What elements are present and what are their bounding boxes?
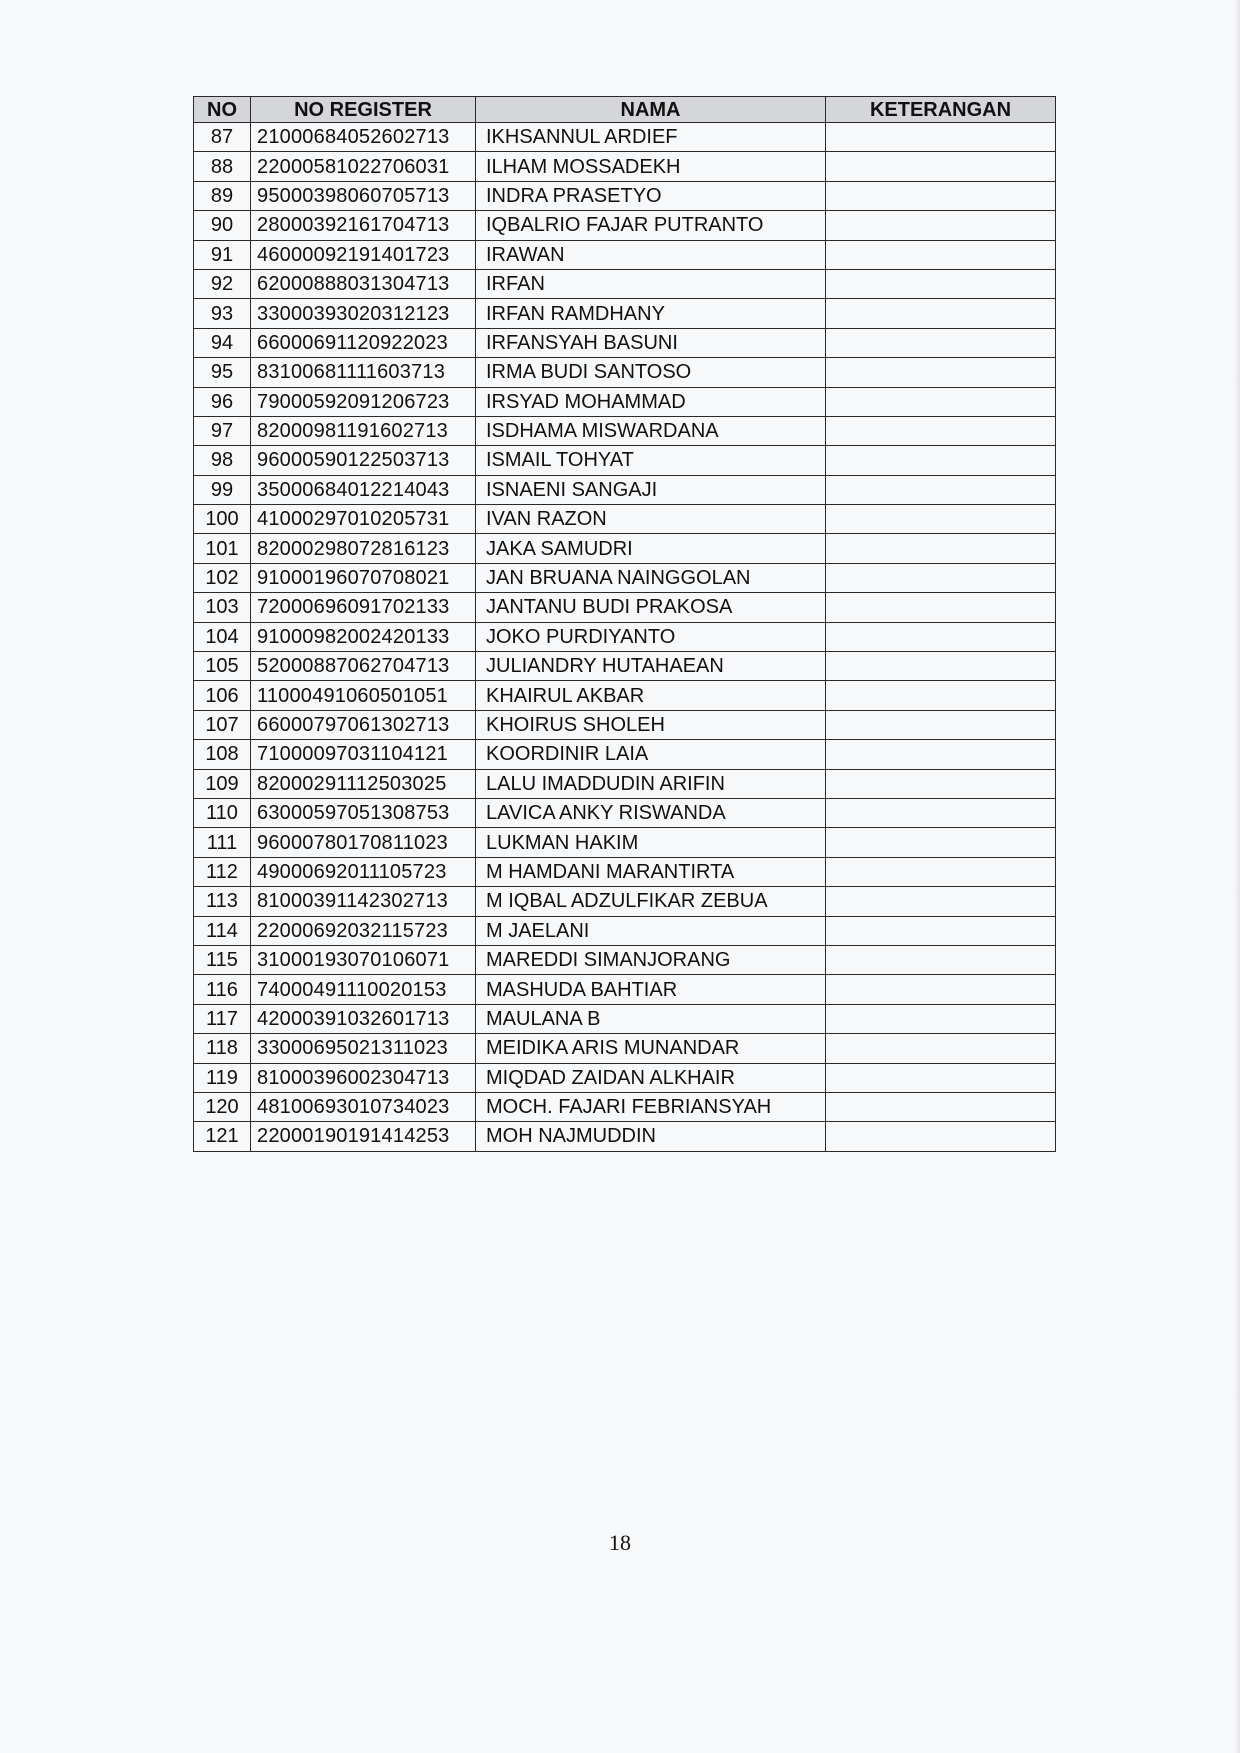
person-name: ISMAIL TOHYAT xyxy=(476,446,826,475)
register-number: 63000597051308753 xyxy=(251,798,476,827)
row-number: 101 xyxy=(194,534,251,563)
person-name: IKHSANNUL ARDIEF xyxy=(476,123,826,152)
remarks-cell xyxy=(826,181,1056,210)
register-number: 91000982002420133 xyxy=(251,622,476,651)
table-row xyxy=(194,828,1056,857)
table-row xyxy=(194,387,1056,416)
table-row xyxy=(194,1122,1056,1151)
remarks-cell xyxy=(826,652,1056,681)
register-number: 83100681111603713 xyxy=(251,358,476,387)
row-number: 97 xyxy=(194,416,251,445)
person-name: MAREDDI SIMANJORANG xyxy=(476,945,826,974)
register-number: 96000590122503713 xyxy=(251,446,476,475)
remarks-cell xyxy=(826,269,1056,298)
table-row xyxy=(194,152,1056,181)
remarks-cell xyxy=(826,1004,1056,1033)
row-number: 112 xyxy=(194,857,251,886)
table-row xyxy=(194,269,1056,298)
row-number: 118 xyxy=(194,1034,251,1063)
table-row xyxy=(194,475,1056,504)
register-number: 49000692011105723 xyxy=(251,857,476,886)
register-number: 52000887062704713 xyxy=(251,652,476,681)
row-number: 93 xyxy=(194,299,251,328)
row-number: 109 xyxy=(194,769,251,798)
table-row xyxy=(194,681,1056,710)
register-number: 11000491060501051 xyxy=(251,681,476,710)
remarks-cell xyxy=(826,975,1056,1004)
person-name: INDRA PRASETYO xyxy=(476,181,826,210)
register-number: 66000797061302713 xyxy=(251,710,476,739)
remarks-cell xyxy=(826,123,1056,152)
person-name: M JAELANI xyxy=(476,916,826,945)
table-row xyxy=(194,446,1056,475)
table-row xyxy=(194,358,1056,387)
table-row xyxy=(194,1004,1056,1033)
register-number: 22000581022706031 xyxy=(251,152,476,181)
person-name: LUKMAN HAKIM xyxy=(476,828,826,857)
person-name: ILHAM MOSSADEKH xyxy=(476,152,826,181)
register-number: 22000190191414253 xyxy=(251,1122,476,1151)
header-register: NO REGISTER xyxy=(251,97,476,123)
person-name: MAULANA B xyxy=(476,1004,826,1033)
row-number: 116 xyxy=(194,975,251,1004)
remarks-cell xyxy=(826,1122,1056,1151)
row-number: 121 xyxy=(194,1122,251,1151)
row-number: 119 xyxy=(194,1063,251,1092)
table-row xyxy=(194,299,1056,328)
remarks-cell xyxy=(826,945,1056,974)
table-header xyxy=(194,97,1056,123)
person-name: MOH NAJMUDDIN xyxy=(476,1122,826,1151)
table-row xyxy=(194,857,1056,886)
register-number: 74000491110020153 xyxy=(251,975,476,1004)
person-name: MEIDIKA ARIS MUNANDAR xyxy=(476,1034,826,1063)
remarks-cell xyxy=(826,299,1056,328)
table-row xyxy=(194,534,1056,563)
row-number: 89 xyxy=(194,181,251,210)
remarks-cell xyxy=(826,505,1056,534)
person-name: IRFAN xyxy=(476,269,826,298)
person-name: IVAN RAZON xyxy=(476,505,826,534)
table-body xyxy=(194,123,1056,1152)
remarks-cell xyxy=(826,857,1056,886)
table-row xyxy=(194,652,1056,681)
register-number: 42000391032601713 xyxy=(251,1004,476,1033)
person-name: LALU IMADDUDIN ARIFIN xyxy=(476,769,826,798)
person-name: M HAMDANI MARANTIRTA xyxy=(476,857,826,886)
remarks-cell xyxy=(826,240,1056,269)
person-name: MIQDAD ZAIDAN ALKHAIR xyxy=(476,1063,826,1092)
register-number: 62000888031304713 xyxy=(251,269,476,298)
person-name: IRSYAD MOHAMMAD xyxy=(476,387,826,416)
person-name: IRFAN RAMDHANY xyxy=(476,299,826,328)
remarks-cell xyxy=(826,328,1056,357)
register-number: 22000692032115723 xyxy=(251,916,476,945)
row-number: 107 xyxy=(194,710,251,739)
person-name: JOKO PURDIYANTO xyxy=(476,622,826,651)
remarks-cell xyxy=(826,593,1056,622)
person-name: JULIANDRY HUTAHAEAN xyxy=(476,652,826,681)
remarks-cell xyxy=(826,446,1056,475)
table-row xyxy=(194,416,1056,445)
remarks-cell xyxy=(826,769,1056,798)
table-row xyxy=(194,1063,1056,1092)
person-name: ISNAENI SANGAJI xyxy=(476,475,826,504)
row-number: 88 xyxy=(194,152,251,181)
remarks-cell xyxy=(826,710,1056,739)
register-number: 33000393020312123 xyxy=(251,299,476,328)
register-number: 71000097031104121 xyxy=(251,740,476,769)
person-name: KHAIRUL AKBAR xyxy=(476,681,826,710)
remarks-cell xyxy=(826,475,1056,504)
table-row xyxy=(194,181,1056,210)
row-number: 110 xyxy=(194,798,251,827)
row-number: 120 xyxy=(194,1092,251,1121)
remarks-cell xyxy=(826,534,1056,563)
table-row xyxy=(194,123,1056,152)
row-number: 108 xyxy=(194,740,251,769)
person-name: ISDHAMA MISWARDANA xyxy=(476,416,826,445)
register-number: 46000092191401723 xyxy=(251,240,476,269)
row-number: 117 xyxy=(194,1004,251,1033)
person-name: IRMA BUDI SANTOSO xyxy=(476,358,826,387)
row-number: 105 xyxy=(194,652,251,681)
register-number: 66000691120922023 xyxy=(251,328,476,357)
person-name: IQBALRIO FAJAR PUTRANTO xyxy=(476,211,826,240)
remarks-cell xyxy=(826,1092,1056,1121)
register-number: 82000981191602713 xyxy=(251,416,476,445)
register-number: 82000298072816123 xyxy=(251,534,476,563)
header-row xyxy=(194,97,1056,123)
row-number: 90 xyxy=(194,211,251,240)
register-number: 72000696091702133 xyxy=(251,593,476,622)
row-number: 92 xyxy=(194,269,251,298)
person-name: JAKA SAMUDRI xyxy=(476,534,826,563)
register-number: 81000396002304713 xyxy=(251,1063,476,1092)
row-number: 91 xyxy=(194,240,251,269)
row-number: 99 xyxy=(194,475,251,504)
remarks-cell xyxy=(826,1034,1056,1063)
table-row xyxy=(194,593,1056,622)
row-number: 87 xyxy=(194,123,251,152)
remarks-cell xyxy=(826,563,1056,592)
register-number: 96000780170811023 xyxy=(251,828,476,857)
remarks-cell xyxy=(826,740,1056,769)
table-row xyxy=(194,769,1056,798)
row-number: 106 xyxy=(194,681,251,710)
page-number: 18 xyxy=(609,1530,631,1555)
row-number: 102 xyxy=(194,563,251,592)
register-number: 91000196070708021 xyxy=(251,563,476,592)
table-row xyxy=(194,975,1056,1004)
person-name: MOCH. FAJARI FEBRIANSYAH xyxy=(476,1092,826,1121)
person-name: M IQBAL ADZULFIKAR ZEBUA xyxy=(476,887,826,916)
table-row xyxy=(194,887,1056,916)
person-name: KOORDINIR LAIA xyxy=(476,740,826,769)
header-name: NAMA xyxy=(476,97,826,123)
remarks-cell xyxy=(826,1063,1056,1092)
table-row xyxy=(194,211,1056,240)
row-number: 95 xyxy=(194,358,251,387)
row-number: 94 xyxy=(194,328,251,357)
register-number: 28000392161704713 xyxy=(251,211,476,240)
table-row xyxy=(194,563,1056,592)
header-no: NO xyxy=(194,97,251,123)
register-number: 21000684052602713 xyxy=(251,123,476,152)
row-number: 111 xyxy=(194,828,251,857)
remarks-cell xyxy=(826,681,1056,710)
register-number: 82000291112503025 xyxy=(251,769,476,798)
table-row xyxy=(194,740,1056,769)
row-number: 98 xyxy=(194,446,251,475)
register-number: 41000297010205731 xyxy=(251,505,476,534)
register-number: 95000398060705713 xyxy=(251,181,476,210)
register-number: 31000193070106071 xyxy=(251,945,476,974)
page-edge-shadow xyxy=(1234,0,1240,1753)
remarks-cell xyxy=(826,211,1056,240)
registration-table xyxy=(193,96,1056,1152)
person-name: IRFANSYAH BASUNI xyxy=(476,328,826,357)
person-name: JANTANU BUDI PRAKOSA xyxy=(476,593,826,622)
table-row xyxy=(194,710,1056,739)
remarks-cell xyxy=(826,152,1056,181)
remarks-cell xyxy=(826,916,1056,945)
person-name: JAN BRUANA NAINGGOLAN xyxy=(476,563,826,592)
register-number: 79000592091206723 xyxy=(251,387,476,416)
table-row xyxy=(194,945,1056,974)
table-row xyxy=(194,505,1056,534)
table-row xyxy=(194,1092,1056,1121)
remarks-cell xyxy=(826,622,1056,651)
row-number: 115 xyxy=(194,945,251,974)
register-number: 33000695021311023 xyxy=(251,1034,476,1063)
row-number: 100 xyxy=(194,505,251,534)
remarks-cell xyxy=(826,828,1056,857)
person-name: LAVICA ANKY RISWANDA xyxy=(476,798,826,827)
person-name: KHOIRUS SHOLEH xyxy=(476,710,826,739)
remarks-cell xyxy=(826,798,1056,827)
person-name: IRAWAN xyxy=(476,240,826,269)
header-note: KETERANGAN xyxy=(826,97,1056,123)
row-number: 96 xyxy=(194,387,251,416)
row-number: 113 xyxy=(194,887,251,916)
table-row xyxy=(194,240,1056,269)
remarks-cell xyxy=(826,887,1056,916)
remarks-cell xyxy=(826,358,1056,387)
row-number: 104 xyxy=(194,622,251,651)
register-number: 81000391142302713 xyxy=(251,887,476,916)
remarks-cell xyxy=(826,416,1056,445)
row-number: 103 xyxy=(194,593,251,622)
table-row xyxy=(194,916,1056,945)
table-row xyxy=(194,622,1056,651)
register-number: 48100693010734023 xyxy=(251,1092,476,1121)
register-number: 35000684012214043 xyxy=(251,475,476,504)
table-row xyxy=(194,798,1056,827)
row-number: 114 xyxy=(194,916,251,945)
table-row xyxy=(194,1034,1056,1063)
remarks-cell xyxy=(826,387,1056,416)
table-row xyxy=(194,328,1056,357)
person-name: MASHUDA BAHTIAR xyxy=(476,975,826,1004)
